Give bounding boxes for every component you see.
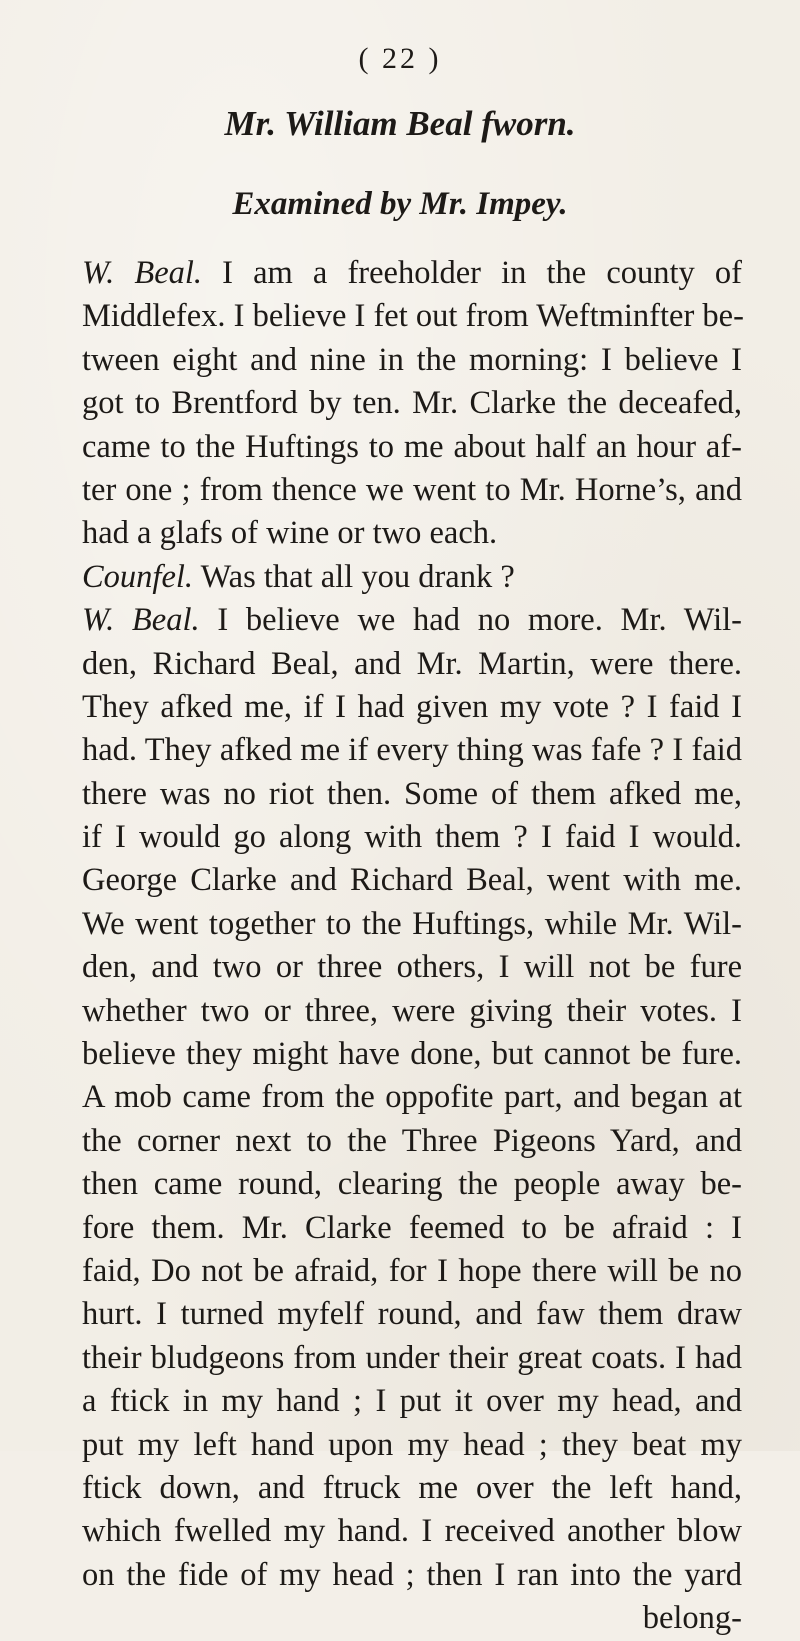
line-text: put my left hand upon my head ; they beat my [82, 1426, 742, 1463]
line-text: ter one ; from thence we went to Mr. Horne’s, and [82, 471, 742, 508]
line-text: their bludgeons from under their great coats. I had [82, 1339, 742, 1376]
text-line [82, 599, 742, 642]
line-text: fore them. Mr. Clarke feemed to be afraid : I [82, 1209, 742, 1246]
line-text: Middlefex. I believe I fet out from Weftminfter be- [82, 298, 744, 335]
line-text: on the fide of my head ; then I ran into the yard [82, 1556, 742, 1593]
line-text: A mob came from the oppofite part, and began at [82, 1079, 742, 1116]
line-text: which fwelled my hand. I received another blow [82, 1513, 742, 1550]
line-text: then came round, clearing the people away be- [82, 1166, 742, 1203]
line-text: came to the Huftings to me about half an hour af- [82, 428, 742, 465]
text-line [82, 816, 742, 859]
text-line [82, 686, 742, 729]
text-line [82, 1380, 742, 1423]
line-text: I am a freeholder in the county of [202, 255, 742, 291]
line-text: faid, Do not be afraid, for I hope there will be no [82, 1252, 742, 1289]
line-text: den, and two or three others, I will not be fure [82, 949, 742, 986]
text-line [82, 990, 742, 1033]
line-text: had a glafs of wine or two each. [82, 515, 498, 552]
text-line [82, 643, 742, 686]
line-text: whether two or three, were giving their votes. I [82, 992, 742, 1029]
line-text: got to Brentford by ten. Mr. Clarke the deceafed, [82, 385, 742, 422]
examination-subtitle: Examined by Mr. Impey. [232, 186, 568, 222]
text-line [82, 556, 742, 599]
text-line [82, 512, 742, 555]
line-text: Was that all you drank ? [193, 558, 515, 595]
text-line [82, 1424, 742, 1467]
deposition-title: Mr. William Beal fworn. [224, 104, 576, 143]
text-line [82, 1207, 742, 1250]
text-line [82, 252, 742, 295]
text-line [82, 1467, 742, 1510]
line-text: I believe we had no more. Mr. Wil- [199, 602, 742, 639]
line-text: the corner next to the Three Pigeons Yard, and [82, 1122, 742, 1159]
page-number: ( 22 ) [358, 42, 442, 75]
speaker-label: W. Beal. [82, 602, 200, 639]
text-line [82, 946, 742, 989]
text-line [82, 382, 742, 425]
line-text: a ftick in my hand ; I put it over my head, and [82, 1383, 742, 1420]
line-text: den, Richard Beal, and Mr. Martin, were there. [82, 645, 742, 682]
line-text: They afked me, if I had given my vote ? I faid I [82, 688, 742, 725]
speaker-label: W. Beal. [82, 255, 203, 291]
text-line [82, 1293, 742, 1336]
text-line [82, 1250, 742, 1293]
line-text: had. They afked me if every thing was fafe ? I faid [82, 732, 742, 769]
text-line [82, 1120, 742, 1163]
text-line [82, 859, 742, 902]
text-line [82, 295, 742, 338]
text-line [82, 1076, 742, 1119]
speaker-label: Counfel. [82, 558, 194, 595]
line-text: believe they might have done, but cannot be fure. [82, 1036, 742, 1073]
line-text: if I would go along with them ? I faid I would. [82, 819, 742, 856]
text-line [82, 1337, 742, 1380]
text-line [82, 773, 742, 816]
line-text: there was no riot then. Some of them afked me, [82, 775, 742, 812]
line-text: We went together to the Huftings, while Mr. Wil- [82, 905, 742, 942]
text-line [82, 1510, 742, 1553]
catchword: belong- [642, 1600, 742, 1637]
line-text: tween eight and nine in the morning: I believe I [82, 341, 742, 378]
line-text: hurt. I turned myfelf round, and faw them draw [82, 1296, 742, 1333]
text-line [82, 1163, 742, 1206]
text-line [82, 339, 742, 382]
text-line [82, 426, 742, 469]
line-text: George Clarke and Richard Beal, went with me. [82, 862, 742, 899]
line-text: ftick down, and ftruck me over the left hand, [82, 1469, 742, 1506]
text-line [82, 729, 742, 772]
text-line [82, 903, 742, 946]
text-line [82, 1554, 742, 1597]
testimony-body [82, 252, 742, 1641]
text-line [82, 469, 742, 512]
text-line [82, 1033, 742, 1076]
